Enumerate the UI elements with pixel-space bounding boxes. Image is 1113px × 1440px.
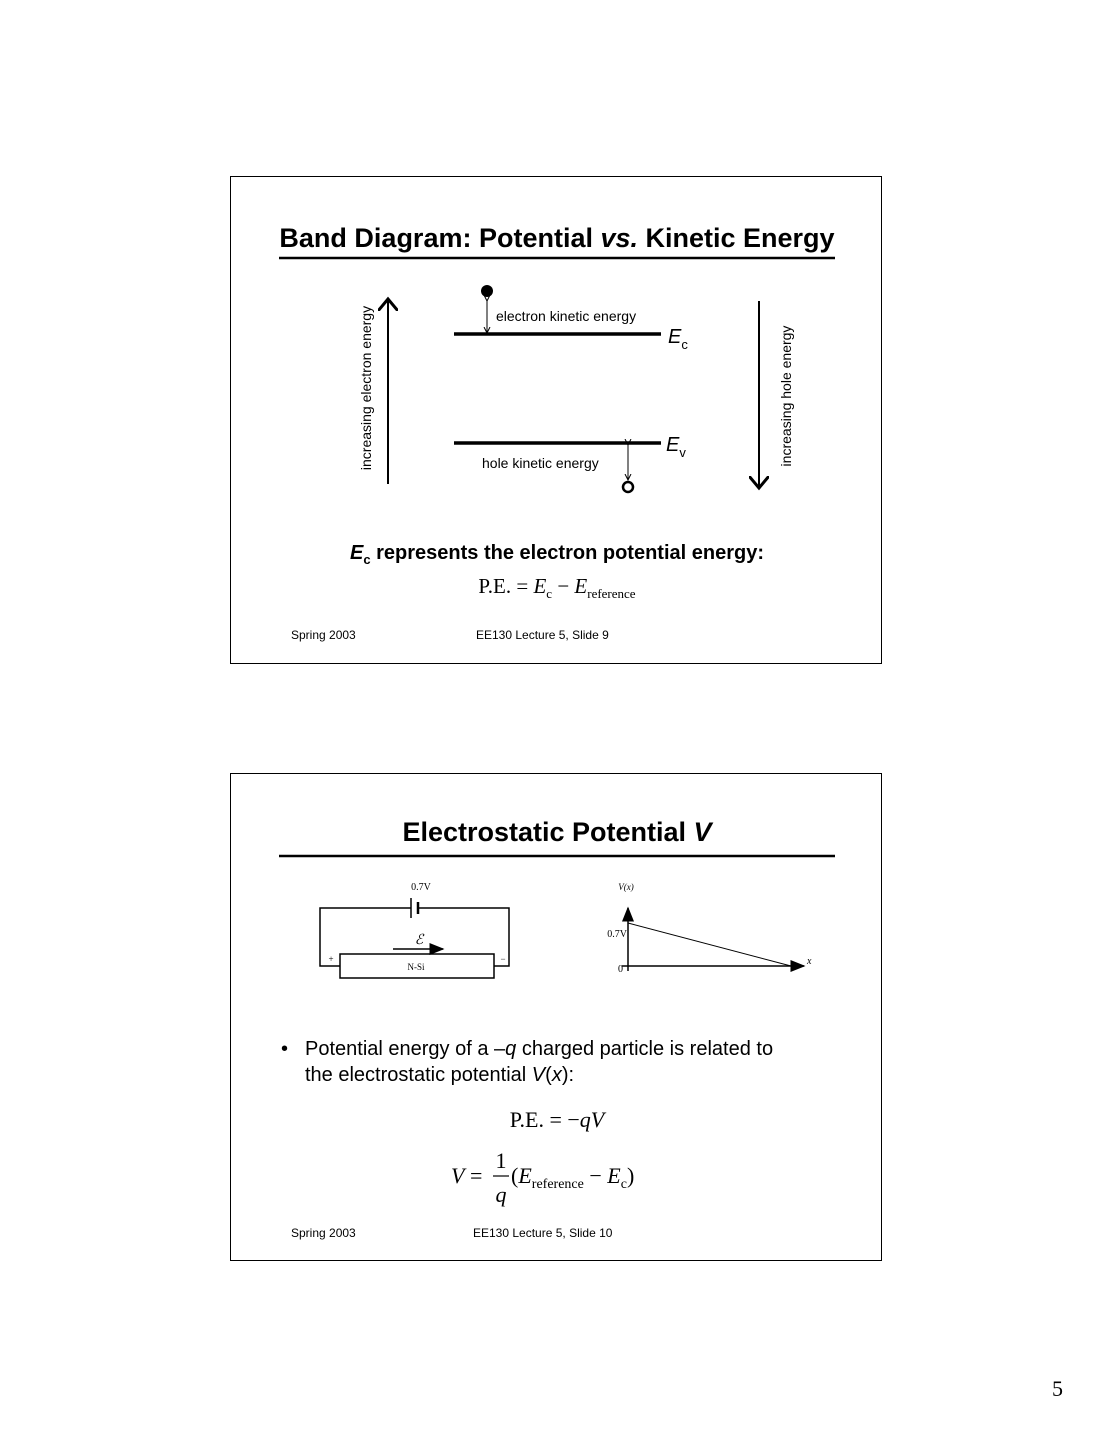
- pe-equation: P.E. = $E_c - E_{reference}$: [478, 574, 636, 601]
- slide-title: Band Diagram: Potential vs. Kinetic Energy: [279, 223, 835, 253]
- fraction-numerator: 1: [495, 1148, 507, 1173]
- bullet-line-1: Potential energy of a –q charged particle is related to: [305, 1038, 774, 1060]
- footer-date: Spring 2003: [291, 628, 356, 642]
- left-axis-label: increasing electron energy: [358, 305, 374, 471]
- v-equation: [451, 1148, 634, 1207]
- footer-slide-ref: EE130 Lecture 5, Slide 9: [476, 628, 609, 642]
- graph-origin: 0: [618, 964, 623, 975]
- fraction-denominator: q: [495, 1182, 507, 1207]
- hole-circle: [623, 482, 633, 492]
- bullet-marker: •: [281, 1038, 289, 1060]
- hole-ke-label: hole kinetic energy: [482, 455, 599, 471]
- electron-ke-label: electron kinetic energy: [496, 308, 637, 324]
- potential-graph: [607, 882, 812, 975]
- slide-title: Electrostatic Potential V: [402, 817, 712, 847]
- graph-xlabel: x: [807, 956, 812, 967]
- slide-band-diagram: [230, 176, 882, 664]
- circuit-diagram: [320, 882, 509, 978]
- right-axis-label: increasing hole energy: [778, 325, 794, 467]
- pe-equation: P.E. = −qV: [509, 1107, 605, 1132]
- field-symbol: ℰ: [414, 933, 424, 948]
- graph-ytick: 0.7V: [607, 929, 627, 940]
- potential-line: [628, 923, 791, 966]
- slide-electrostatic-potential: [230, 773, 882, 1261]
- ev-label: $E_v$: [666, 434, 686, 460]
- bullet-line-2: the electrostatic potential V(x):: [305, 1064, 575, 1086]
- bar-label: N-Si: [407, 962, 425, 972]
- band-diagram: [231, 177, 883, 665]
- footer-slide-ref: EE130 Lecture 5, Slide 10: [473, 1226, 613, 1240]
- graph-ylabel: V(x): [618, 882, 634, 892]
- electrostatic-diagram: [231, 774, 883, 1262]
- battery-label: 0.7V: [411, 882, 431, 893]
- statement: $E_c$ represents the electron potential energy:: [349, 542, 765, 567]
- ec-label: $E_c$: [668, 326, 688, 352]
- minus-sign: −: [500, 954, 506, 964]
- v-equation-rhs: $(E_{reference} - E_c)$: [511, 1163, 635, 1192]
- page-number: 5: [1052, 1376, 1063, 1401]
- footer-date: Spring 2003: [291, 1226, 356, 1240]
- v-equation-lhs: V =: [451, 1163, 483, 1188]
- electron-dot: [481, 285, 493, 297]
- plus-sign: +: [328, 954, 334, 964]
